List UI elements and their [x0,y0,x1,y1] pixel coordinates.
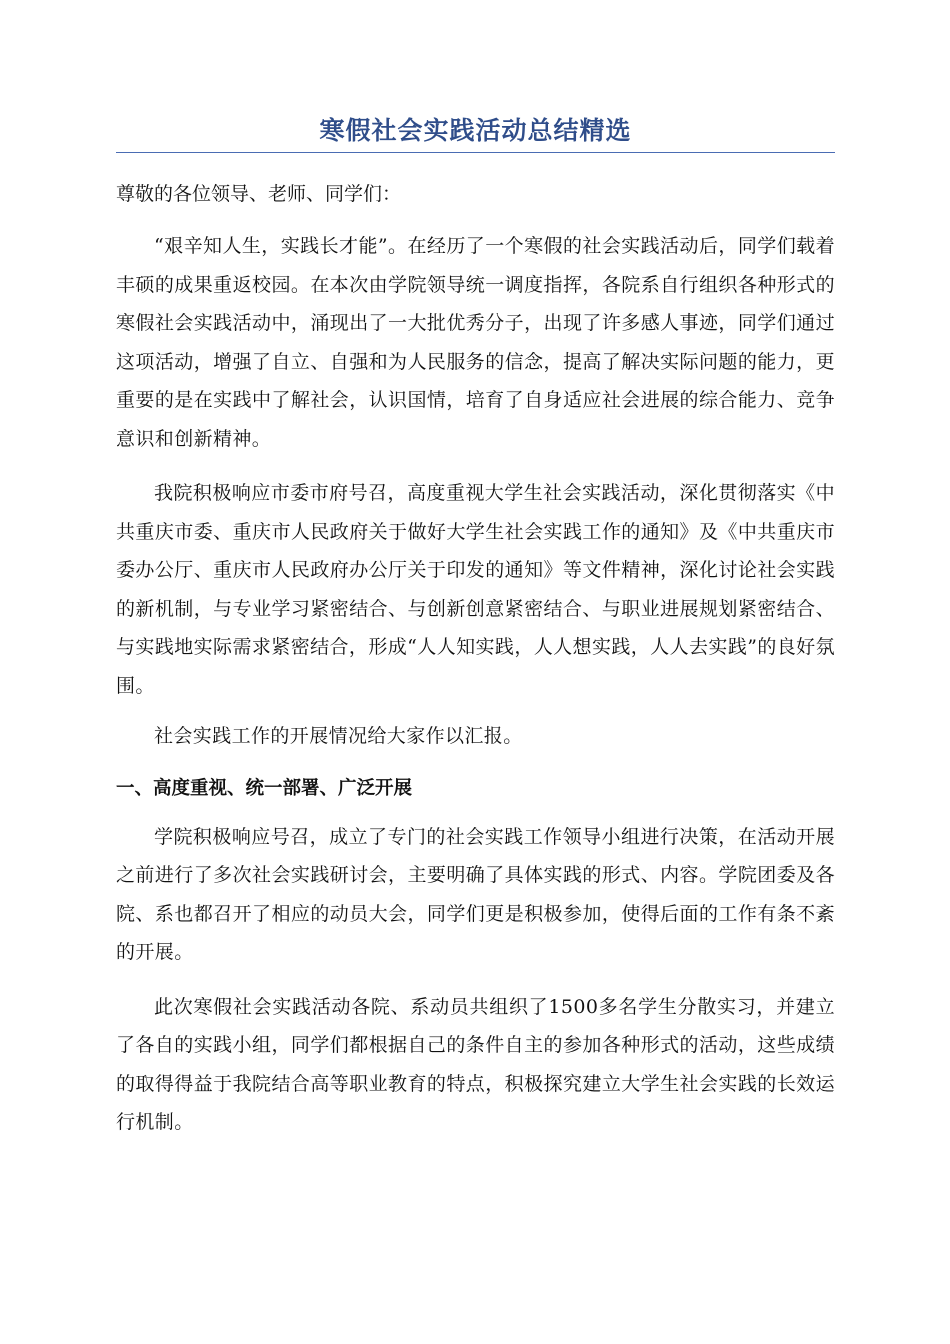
paragraph-response: 我院积极响应市委市府号召，高度重视大学生社会实践活动，深化贯彻落实《中共重庆市委、重庆市人民政府关于做好大学生社会实践工作的通知》及《中共重庆市委办公厅、重庆市人民政府办公厅关于印发的通知》等文件精神，深化讨论社会实践的新机制，与专业学习紧密结合、与创新创意紧密结合、与职业进展规划紧密结合、与实践地实际需求紧密结合，形成“人人知实践，人人想实践，人人去实践”的良好氛围。 [116,482,835,697]
section-heading: 一、高度重视、统一部署、广泛开展 [116,777,413,799]
paragraph-section1-a: 学院积极响应号召，成立了专门的社会实践工作领导小组进行决策，在活动开展之前进行了多次社会实践研讨会，主要明确了具体实践的形式、内容。学院团委及各院、系也都召开了相应的动员大会，同学们更是积极参加，使得后面的工作有条不紊的开展。 [116,825,835,963]
paragraph-report: 社会实践工作的开展情况给大家作以汇报。 [154,725,523,747]
paragraph-section1-b: 此次寒假社会实践活动各院、系动员共组织了1500多名学生分散实习，并建立了各自的实践小组，同学们都根据自己的条件自主的参加各种形式的活动，这些成绩的取得得益于我院结合高等职业教育的特点，积极探究建立大学生社会实践的长效运行机制。 [116,995,835,1133]
document-title: 寒假社会实践活动总结精选 [116,112,835,153]
paragraph-intro: “艰辛知人生，实践长才能”。在经历了一个寒假的社会实践活动后，同学们载着丰硕的成果重返校园。在本次由学院领导统一调度指挥，各院系自行组织各种形式的寒假社会实践活动中，涌现出了一大批优秀分子，出现了许多感人事迹，同学们通过这项活动，增强了自立、自强和为人民服务的信念，提高了解决实际问题的能力，更重要的是在实践中了解社会，认识国情，培育了自身适应社会进展的综合能力、竞争意识和创新精神。 [116,235,835,450]
document-page [116,112,835,1142]
greeting: 尊敬的各位领导、老师、同学们： [116,183,402,205]
